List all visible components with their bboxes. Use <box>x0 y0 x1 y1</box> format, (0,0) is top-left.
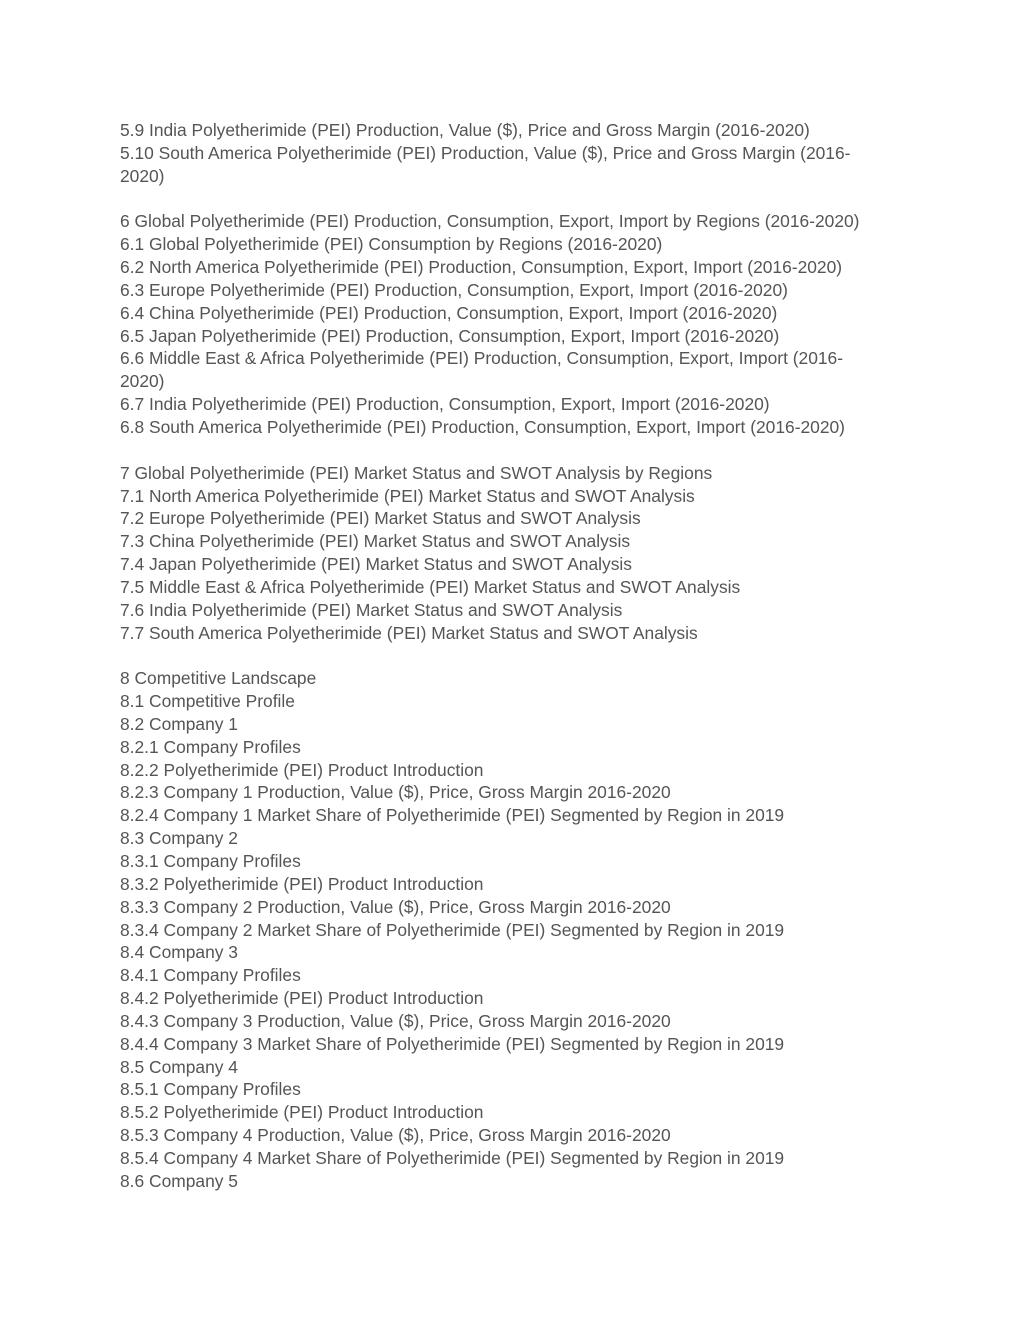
toc-section-7 <box>120 462 920 645</box>
toc-entry: 6.2 North America Polyetherimide (PEI) Production, Consumption, Export, Import (2016-2020) <box>120 257 843 278</box>
toc-entry: 8.3.2 Polyetherimide (PEI) Product Introduction <box>120 873 484 894</box>
toc-section-6 <box>120 210 920 438</box>
toc-entry: 6 Global Polyetherimide (PEI) Production, Consumption, Export, Import by Regions (2016-2020) <box>120 211 860 232</box>
toc-entry: 6.4 China Polyetherimide (PEI) Production, Consumption, Export, Import (2016-2020) <box>120 302 778 323</box>
toc-entry: 8.1 Competitive Profile <box>120 691 295 712</box>
toc-entry: 7.2 Europe Polyetherimide (PEI) Market Status and SWOT Analysis <box>120 508 641 529</box>
toc-entry: 8.5.2 Polyetherimide (PEI) Product Introduction <box>120 1102 484 1123</box>
toc-entry: 6.5 Japan Polyetherimide (PEI) Production, Consumption, Export, Import (2016-2020) <box>120 325 780 346</box>
toc-entry: 7.6 India Polyetherimide (PEI) Market Status and SWOT Analysis <box>120 599 623 620</box>
toc-entry: 8.5.3 Company 4 Production, Value ($), Price, Gross Margin 2016-2020 <box>120 1125 671 1146</box>
toc-entry: 6.3 Europe Polyetherimide (PEI) Production, Consumption, Export, Import (2016-2020) <box>120 279 788 300</box>
toc-section-5 <box>120 119 920 188</box>
toc-entry: 2020) <box>120 371 165 392</box>
toc-entry: 2020) <box>120 165 165 186</box>
document-page <box>120 119 920 1193</box>
toc-entry: 8.4.1 Company Profiles <box>120 965 301 986</box>
toc-entry: 8.3 Company 2 <box>120 828 238 849</box>
toc-entry: 8.2.4 Company 1 Market Share of Polyetherimide (PEI) Segmented by Region in 2019 <box>120 805 785 826</box>
toc-entry: 6.8 South America Polyetherimide (PEI) Production, Consumption, Export, Import (2016-2020) <box>120 416 845 437</box>
toc-entry: 8.3.4 Company 2 Market Share of Polyetherimide (PEI) Segmented by Region in 2019 <box>120 919 785 940</box>
toc-entry: 7.4 Japan Polyetherimide (PEI) Market Status and SWOT Analysis <box>120 554 632 575</box>
toc-entry: 8.4 Company 3 <box>120 942 238 963</box>
toc-entry: 8.2.3 Company 1 Production, Value ($), Price, Gross Margin 2016-2020 <box>120 782 671 803</box>
toc-entry: 8.2.1 Company Profiles <box>120 736 301 757</box>
toc-entry: 7.3 China Polyetherimide (PEI) Market Status and SWOT Analysis <box>120 531 631 552</box>
toc-entry: 6.7 India Polyetherimide (PEI) Production, Consumption, Export, Import (2016-2020) <box>120 394 770 415</box>
toc-entry: 8.3.3 Company 2 Production, Value ($), Price, Gross Margin 2016-2020 <box>120 896 671 917</box>
toc-entry: 8 Competitive Landscape <box>120 668 317 689</box>
toc-entry: 5.10 South America Polyetherimide (PEI) Production, Value ($), Price and Gross Margin (2016- <box>120 142 851 163</box>
toc-entry: 8.4.2 Polyetherimide (PEI) Product Introduction <box>120 988 484 1009</box>
toc-entry: 7 Global Polyetherimide (PEI) Market Status and SWOT Analysis by Regions <box>120 462 713 483</box>
toc-entry: 8.5.4 Company 4 Market Share of Polyetherimide (PEI) Segmented by Region in 2019 <box>120 1147 785 1168</box>
toc-entry: 6.1 Global Polyetherimide (PEI) Consumption by Regions (2016-2020) <box>120 234 663 255</box>
toc-entry: 6.6 Middle East & Africa Polyetherimide (PEI) Production, Consumption, Export, Import (2016- <box>120 348 844 369</box>
toc-entry: 7.5 Middle East & Africa Polyetherimide (PEI) Market Status and SWOT Analysis <box>120 576 741 597</box>
toc-entry: 5.9 India Polyetherimide (PEI) Production, Value ($), Price and Gross Margin (2016-2020) <box>120 120 810 140</box>
toc-entry: 8.5.1 Company Profiles <box>120 1079 301 1100</box>
toc-entry: 8.2 Company 1 <box>120 713 238 734</box>
toc-entry: 8.2.2 Polyetherimide (PEI) Product Introduction <box>120 759 484 780</box>
toc-entry: 8.5 Company 4 <box>120 1056 238 1077</box>
toc-entry: 7.7 South America Polyetherimide (PEI) Market Status and SWOT Analysis <box>120 622 698 643</box>
toc-entry: 7.1 North America Polyetherimide (PEI) Market Status and SWOT Analysis <box>120 485 695 506</box>
toc-entry: 8.4.3 Company 3 Production, Value ($), Price, Gross Margin 2016-2020 <box>120 1010 671 1031</box>
toc-entry: 8.6 Company 5 <box>120 1170 238 1191</box>
toc-entry: 8.4.4 Company 3 Market Share of Polyetherimide (PEI) Segmented by Region in 2019 <box>120 1033 785 1054</box>
toc-entry: 8.3.1 Company Profiles <box>120 851 301 871</box>
toc-section-8 <box>120 667 920 1192</box>
